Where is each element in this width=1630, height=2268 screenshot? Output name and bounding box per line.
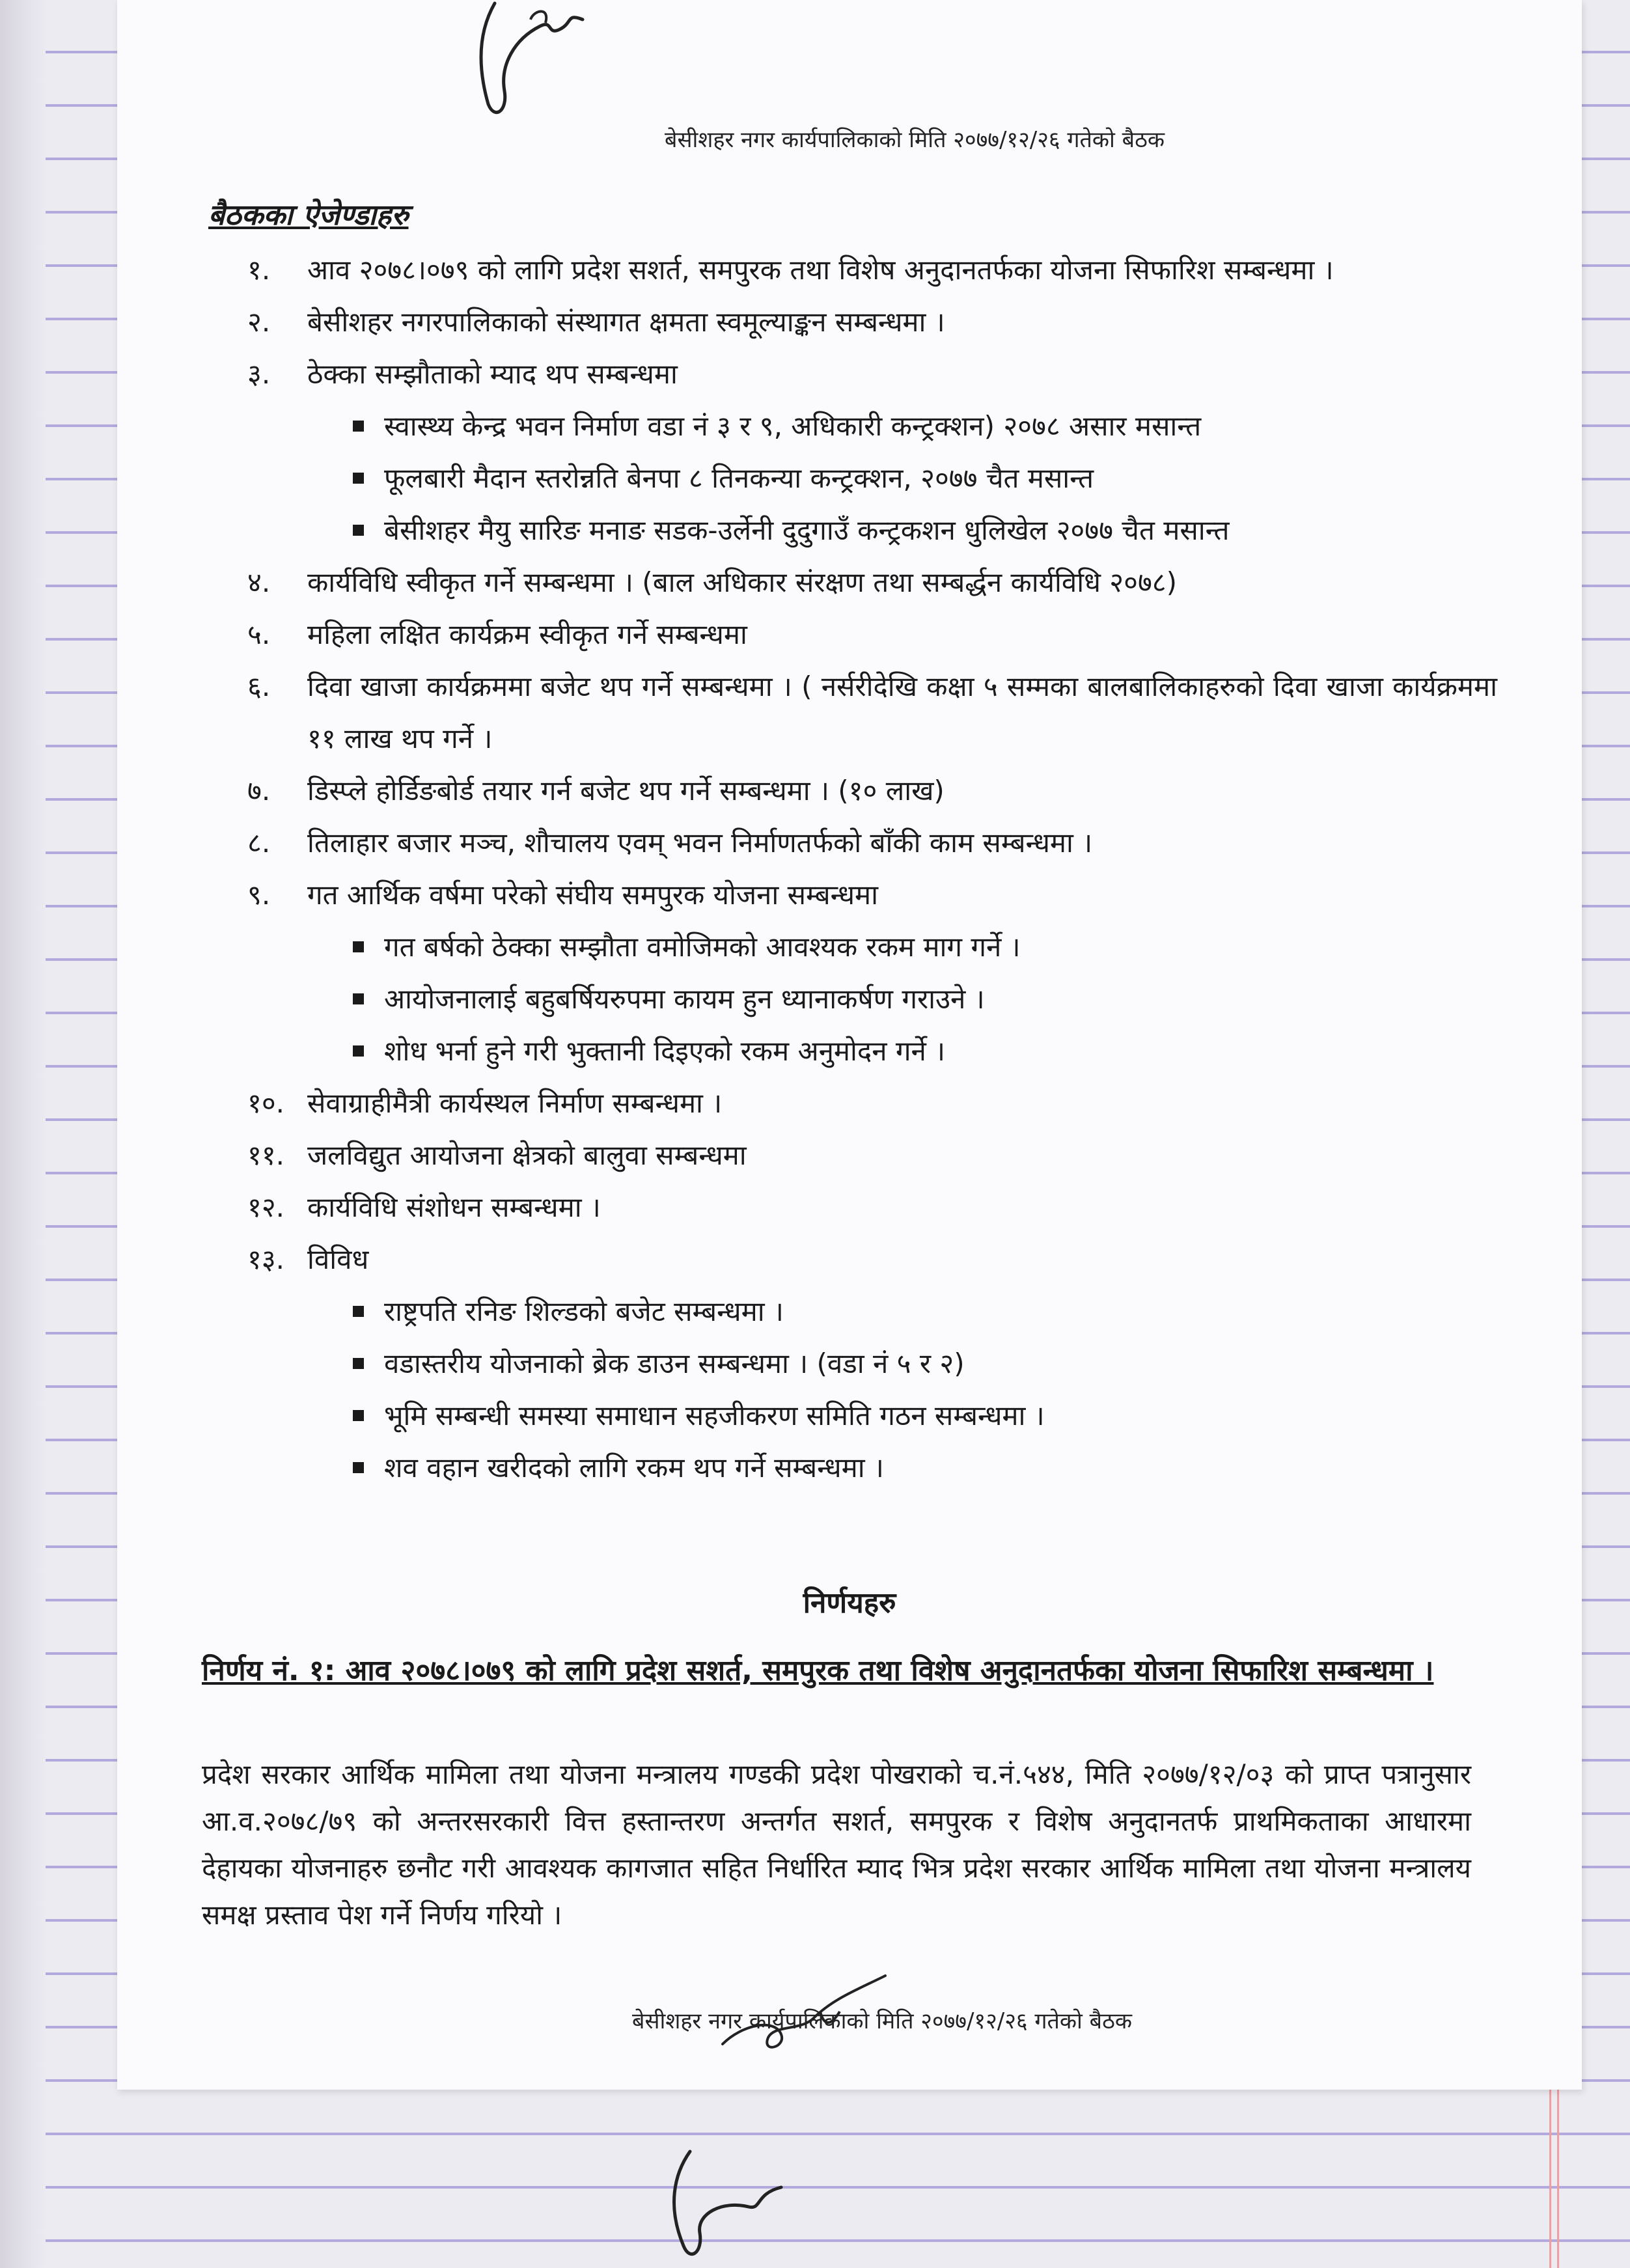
agenda-item: [247, 765, 1497, 817]
decisions-heading: निर्णयहरु: [803, 1586, 896, 1620]
agenda-sub-item: [247, 1025, 1497, 1077]
agenda-item-number: ९.: [247, 879, 271, 911]
decision-1-title: निर्णय नं. १: आव २०७८।०७९ को लागि प्रदेश सशर्त, समपुरक तथा विशेष अनुदानतर्फका योजना सिफारिश सम्बन्धमा ।: [202, 1654, 1434, 1687]
agenda-sub-item-text: भूमि सम्बन्धी समस्या समाधान सहजीकरण समिति गठन सम्बन्धमा ।: [384, 1400, 1045, 1431]
agenda-item: [247, 1077, 1497, 1129]
agenda-sub-item: [247, 505, 1497, 557]
agenda-item-number: ७.: [247, 775, 271, 807]
agenda-item: [247, 661, 1497, 765]
agenda-item-text: दिवा खाजा कार्यक्रममा बजेट थप गर्ने सम्बन्धमा । ( नर्सरीदेखि कक्षा ५ सम्मका बालबालिकाहरुको दिवा खाजा कार्यक्रममा ११ लाख थप गर्ने ।: [307, 671, 1497, 754]
agenda-item-text: तिलाहार बजार मञ्च, शौचालय एवम् भवन निर्माणतर्फको बाँकी काम सम्बन्धमा ।: [307, 827, 1093, 859]
agenda-sub-item: [247, 1442, 1497, 1494]
agenda-item: [247, 244, 1497, 296]
agenda-item: [247, 348, 1497, 400]
agenda-item-number: १.: [247, 254, 271, 286]
agenda-sub-item-text: स्वास्थ्य केन्द्र भवन निर्माण वडा नं ३ र ९, अधिकारी कन्ट्रक्शन) २०७८ असार मसान्त: [384, 410, 1202, 442]
agenda-sub-item-text: शोध भर्ना हुने गरी भुक्तानी दिइएको रकम अनुमोदन गर्ने ।: [384, 1035, 946, 1067]
agenda-sub-item-text: फूलबारी मैदान स्तरोन्नति बेनपा ८ तिनकन्या कन्ट्रक्शन, २०७७ चैत मसान्त: [384, 462, 1094, 494]
agenda-item-number: ६.: [247, 671, 271, 702]
agenda-item-number: २.: [247, 306, 271, 338]
agenda-item-number: ८.: [247, 827, 271, 859]
signature-bottom-icon: [664, 1972, 898, 2090]
agenda-item-number: ५.: [247, 618, 271, 650]
agenda-item-text: गत आर्थिक वर्षमा परेको संघीय समपुरक योजना सम्बन्धमा: [307, 879, 879, 911]
signature-tail-icon: [651, 2148, 794, 2268]
agenda-item: [247, 869, 1497, 921]
agenda-item-text: विविध: [307, 1243, 369, 1275]
agenda-item-text: सेवाग्राहीमैत्री कार्यस्थल निर्माण सम्बन्धमा ।: [307, 1087, 723, 1119]
agenda-item-text: कार्यविधि संशोधन सम्बन्धमा ।: [307, 1191, 601, 1223]
square-bullet-icon: [353, 421, 364, 432]
agenda-item-number: १२.: [247, 1191, 285, 1223]
agenda-item: [247, 557, 1497, 609]
agenda-sub-item-text: राष्ट्रपति रनिङ शिल्डको बजेट सम्बन्धमा ।: [384, 1295, 784, 1327]
agenda-item: [247, 1129, 1497, 1182]
signature-top-icon: [469, 0, 599, 124]
page-footer: बेसीशहर नगर कार्यपालिकाको मिति २०७७/१२/२६ गतेको बैठक: [632, 2008, 1132, 2034]
square-bullet-icon: [353, 525, 364, 536]
square-bullet-icon: [353, 993, 364, 1004]
square-bullet-icon: [353, 1358, 364, 1369]
notebook-binding-shadow: [0, 0, 46, 2268]
agenda-sub-item: [247, 973, 1497, 1025]
agenda-list: [247, 244, 1497, 1494]
agenda-item: [247, 1234, 1497, 1286]
agenda-heading: बैठकका ऐजेण्डाहरु: [208, 199, 409, 232]
agenda-item-text: बेसीशहर नगरपालिकाको संस्थागत क्षमता स्वमूल्याङ्कन सम्बन्धमा ।: [307, 306, 945, 338]
agenda-item: [247, 817, 1497, 869]
printed-minutes-sheet: [117, 0, 1582, 2090]
agenda-sub-item: [247, 1338, 1497, 1390]
square-bullet-icon: [353, 1045, 364, 1057]
agenda-item-number: ११.: [247, 1139, 285, 1171]
square-bullet-icon: [353, 473, 364, 484]
agenda-item-text: डिस्प्ले होर्डिङबोर्ड तयार गर्न बजेट थप गर्ने सम्बन्धमा । (१० लाख): [307, 775, 945, 807]
agenda-item-number: ४.: [247, 566, 271, 598]
decision-1-body: प्रदेश सरकार आर्थिक मामिला तथा योजना मन्त्रालय गण्डकी प्रदेश पोखराको च.नं.५४४, मिति २०७७/१२/०३ को प्राप्त पत्रानुसार आ.व.२०७८/७९ को अन्तरसरकारी वित्त हस्तान्तरण अन्तर्गत सशर्त, समपुरक र विशेष अनुदानतर्फ प्राथमिकताका आधारमा देहायका योजनाहरु छनौट गरी आवश्यक कागजात सहित निर्धारित म्याद भित्र प्रदेश सरकार आर्थिक मामिला तथा योजना मन्त्रालय समक्ष प्रस्ताव पेश गर्ने निर्णय गरियो ।: [202, 1758, 1471, 1931]
agenda-sub-item: [247, 1286, 1497, 1338]
agenda-item: [247, 609, 1497, 661]
agenda-item: [247, 296, 1497, 348]
agenda-sub-item: [247, 452, 1497, 505]
agenda-item-text: जलविद्युत आयोजना क्षेत्रको बालुवा सम्बन्धमा: [307, 1139, 747, 1171]
square-bullet-icon: [353, 1410, 364, 1421]
square-bullet-icon: [353, 941, 364, 952]
agenda-item-number: १३.: [247, 1243, 285, 1275]
agenda-sub-item-text: आयोजनालाई बहुबर्षियरुपमा कायम हुन ध्यानाकर्षण गराउने ।: [384, 983, 985, 1015]
agenda-sub-item-text: बेसीशहर मैयु सारिङ मनाङ सडक-उर्लेनी दुदुगाउँ कन्ट्रकशन धुलिखेल २०७७ चैत मसान्त: [384, 514, 1230, 546]
agenda-sub-item: [247, 400, 1497, 452]
agenda-item-text: आव २०७८।०७९ को लागि प्रदेश सशर्त, समपुरक तथा विशेष अनुदानतर्फका योजना सिफारिश सम्बन्धमा ।: [307, 254, 1334, 286]
agenda-sub-item-text: शव वहान खरीदको लागि रकम थप गर्ने सम्बन्धमा ।: [384, 1452, 884, 1484]
agenda-item-text: महिला लक्षित कार्यक्रम स्वीकृत गर्ने सम्बन्धमा: [307, 618, 747, 650]
square-bullet-icon: [353, 1306, 364, 1317]
agenda-sub-item-text: वडास्तरीय योजनाको ब्रेक डाउन सम्बन्धमा । (वडा नं ५ र २): [384, 1348, 965, 1379]
page-header: बेसीशहर नगर कार्यपालिकाको मिति २०७७/१२/२६ गतेको बैठक: [665, 127, 1165, 153]
agenda-item-number: १०.: [247, 1087, 285, 1119]
agenda-item-number: ३.: [247, 358, 271, 390]
agenda-sub-item-text: गत बर्षको ठेक्का सम्झौता वमोजिमको आवश्यक रकम माग गर्ने ।: [384, 931, 1021, 963]
square-bullet-icon: [353, 1462, 364, 1473]
agenda-item-text: कार्यविधि स्वीकृत गर्ने सम्बन्धमा । (बाल अधिकार संरक्षण तथा सम्बर्द्धन कार्यविधि २०७८): [307, 566, 1178, 598]
agenda-item: [247, 1182, 1497, 1234]
agenda-sub-item: [247, 921, 1497, 973]
agenda-sub-item: [247, 1390, 1497, 1442]
agenda-item-text: ठेक्का सम्झौताको म्याद थप सम्बन्धमा: [307, 358, 678, 390]
